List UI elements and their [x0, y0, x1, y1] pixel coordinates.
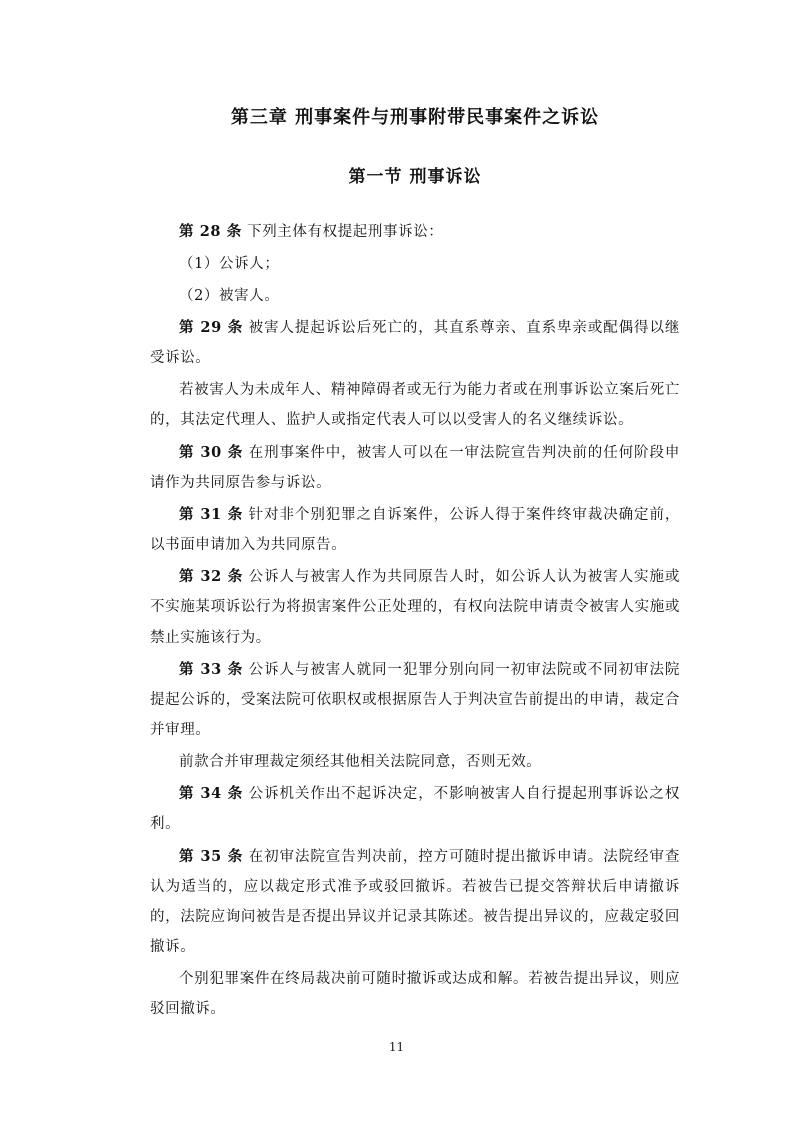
- paragraph-text: 针对非个别犯罪之自诉案件，公诉人得于案件终审裁决确定前，以书面申请加入为共同原告。: [150, 506, 680, 554]
- chapter-title: 第三章 刑事案件与刑事附带民事案件之诉讼: [230, 107, 600, 128]
- document-body: [150, 104, 680, 1027]
- paragraph-text: 被害人提起诉讼后死亡的，其直系尊亲、直系卑亲或配偶得以继受诉讼。: [150, 319, 680, 367]
- article-number: 第 35 条: [179, 847, 244, 865]
- paragraph: [150, 249, 680, 279]
- article-number: 第 33 条: [179, 660, 244, 678]
- paragraph-text: 公诉人与被害人作为共同原告人时，如公诉人认为被害人实施或不实施某项诉讼行为将损害案件公正处理的，有权向法院申请责令被害人实施或禁止实施该行为。: [150, 569, 680, 646]
- paragraph: [150, 217, 680, 247]
- paragraph: [150, 842, 680, 963]
- paragraph: [150, 964, 680, 1024]
- paragraph-text: 下列主体有权提起刑事诉讼：: [247, 223, 444, 240]
- paragraph-text: （2）被害人。: [179, 287, 280, 304]
- article-number: 第 29 条: [179, 318, 244, 336]
- paragraph: [150, 375, 680, 435]
- paragraph: [150, 281, 680, 311]
- article-number: 第 31 条: [179, 505, 244, 523]
- article-number: 第 32 条: [179, 568, 244, 586]
- paragraph: [150, 500, 680, 560]
- paragraph-text: 在刑事案件中，被害人可以在一审法院宣告判决前的任何阶段申请作为共同原告参与诉讼。: [150, 444, 680, 491]
- page-number: 11: [388, 1040, 405, 1054]
- article-number: 第 28 条: [179, 222, 242, 240]
- article-number: 第 34 条: [179, 785, 244, 803]
- paragraph-text: （1）公诉人；: [179, 255, 280, 272]
- paragraph-text: 公诉机关作出不起诉决定，不影响被害人自行提起刑事诉讼之权利。: [150, 786, 680, 833]
- paragraph: [150, 779, 680, 839]
- paragraph: [150, 562, 680, 652]
- paragraph-text: 公诉人与被害人就同一犯罪分别向同一初审法院或不同初审法院提起公诉的，受案法院可依职权或根据原告人于判决宣告前提出的申请，裁定合并审理。: [150, 661, 680, 738]
- paragraph: [150, 438, 680, 498]
- section-title: 第一节 刑事诉讼: [348, 167, 482, 187]
- paragraph: [150, 655, 680, 745]
- paragraph: [150, 313, 680, 373]
- paragraph-text: 若被害人为未成年人、精神障碍者或无行为能力者或在刑事诉讼立案后死亡的，其法定代理人、监护人或指定代表人可以以受害人的名义继续诉讼。: [150, 382, 680, 429]
- article-number: 第 30 条: [179, 443, 244, 461]
- paragraph: [150, 747, 680, 777]
- paragraph-text: 个别犯罪案件在终局裁决前可随时撤诉或达成和解。若被告提出异议，则应驳回撤诉。: [150, 971, 680, 1018]
- paragraph-text: 前款合并审理裁定须经其他相关法院同意，否则无效。: [179, 754, 542, 771]
- paragraph-text: 在初审法院宣告判决前，控方可随时提出撤诉申请。法院经审查认为适当的，应以裁定形式准予或驳回撤诉。若被告已提交答辩状后申请撤诉的，法院应询问被告是否提出异议并记录其陈述。被告提出异议的，应裁定驳回撤诉。: [150, 848, 680, 956]
